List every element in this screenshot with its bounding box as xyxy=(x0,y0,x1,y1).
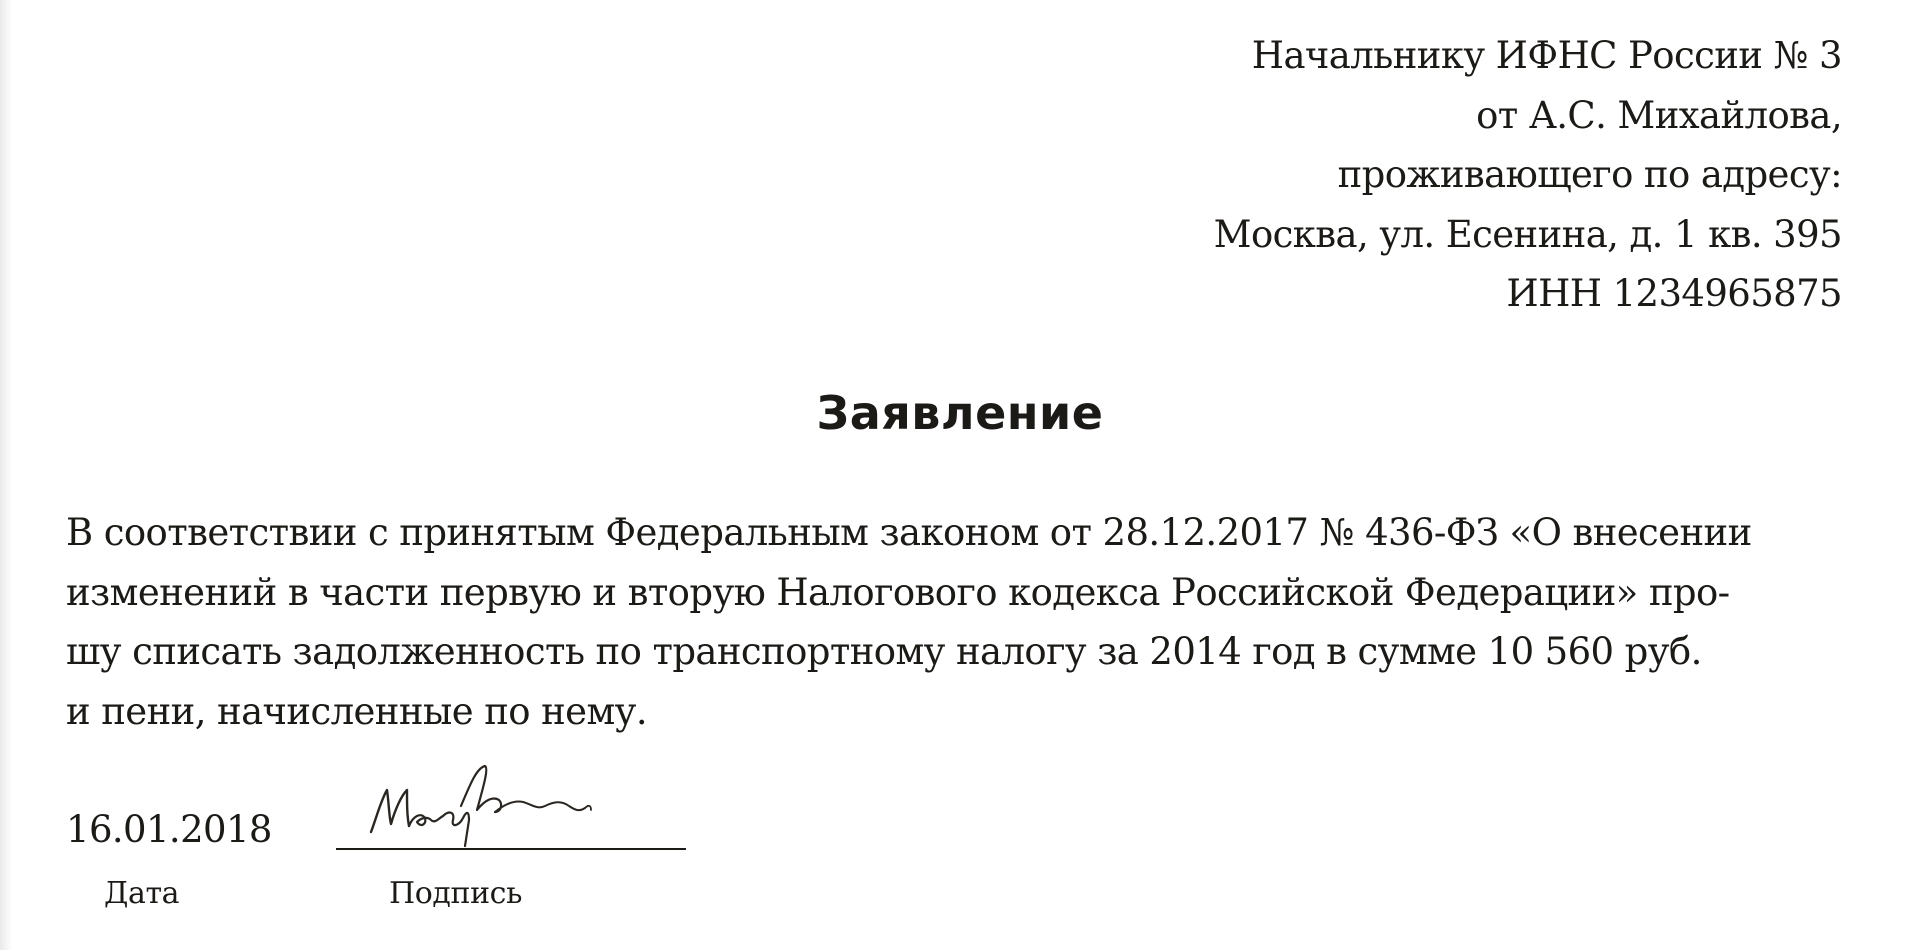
addressee-line-recipient: Начальнику ИФНС России № 3 xyxy=(1251,34,1842,77)
addressee-line-sender: от А.С. Михайлова, xyxy=(1476,93,1842,137)
document-title: Заявление xyxy=(816,386,1104,440)
signature-line xyxy=(336,848,686,850)
handwritten-signature xyxy=(365,760,605,850)
addressee-line-inn: ИНН 1234965875 xyxy=(1506,272,1842,315)
addressee-line-address: Москва, ул. Есенина, д. 1 кв. 395 xyxy=(1213,212,1842,256)
signing-date: 16.01.2018 xyxy=(66,808,272,851)
body-line-1: В соответствии с принятым Федеральным законом от 28.12.2017 № 436-ФЗ «О внесении xyxy=(66,511,1752,554)
page-edge-shadow xyxy=(0,0,12,950)
addressee-block xyxy=(1214,26,1842,324)
body-line-2: изменений в части первую и вторую Налогового кодекса Российской Федерации» про- xyxy=(66,570,1730,614)
document-body xyxy=(66,503,1752,741)
body-line-4: и пени, начисленные по нему. xyxy=(66,689,647,733)
signature-caption: Подпись xyxy=(389,876,523,911)
body-line-3: шу списать задолженность по транспортному налогу за 2014 год в сумме 10 560 руб. xyxy=(66,630,1702,673)
date-caption: Дата xyxy=(104,876,180,911)
addressee-line-residence-label: проживающего по адресу: xyxy=(1337,153,1842,196)
